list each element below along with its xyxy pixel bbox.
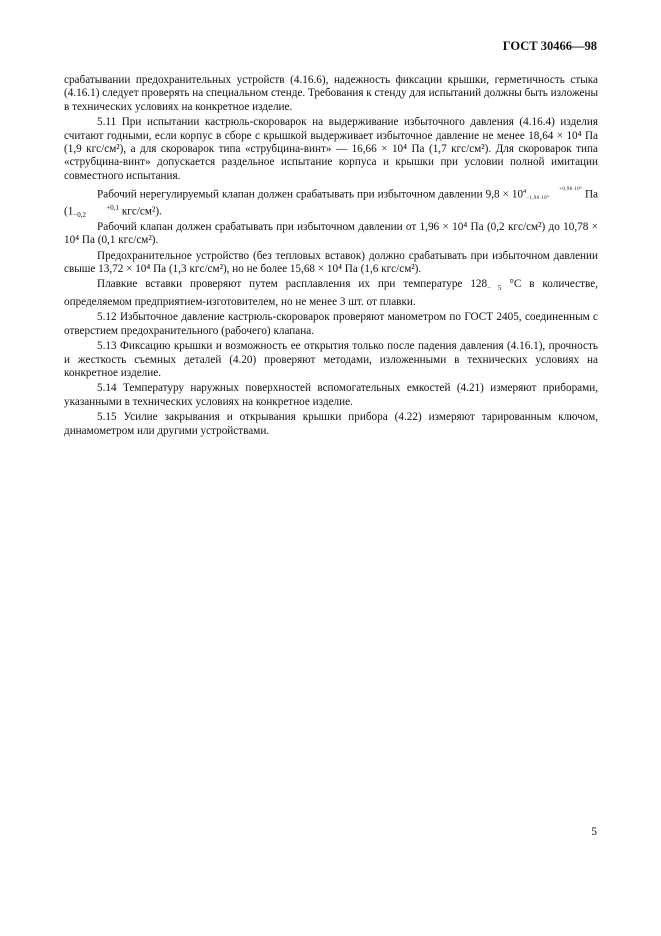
fusible-temp-tolerance: − 5 (487, 284, 502, 293)
working-valve-tolerance (526, 186, 582, 205)
standard-header: ГОСТ 30466—98 (502, 39, 597, 53)
working-valve-text: Рабочий нерегулируемый клапан должен срабатывать при избыточном давлении (97, 188, 483, 201)
paragraph-fusible-inserts (64, 278, 598, 309)
alt-lower: −0,2 (73, 210, 87, 219)
tolerance-lower: −1,96·10⁴ (526, 196, 549, 202)
paragraph-5-15: 5.15 Усилие закрывания и открывания крышки прибора (4.22) измеряют тарированным ключом, динамометром или другими устройствами. (64, 411, 598, 437)
tolerance-upper: +0,98·10⁴ (559, 187, 582, 193)
paragraph-safety-device: Предохранительное устройство (без тепловых вставок) должно срабатывать при избыточном давлении свыше 13,72 × 10⁴ Па (1,3 кгс/см²), но не более 15,68 × 10⁴ Па (1,6 кгс/см²). (64, 249, 598, 275)
document-body (64, 74, 598, 440)
fusible-text-after: °С в количестве, определяемом предприятием-изготовителем, но не менее 3 шт. от плавки. (64, 278, 599, 308)
page-number: 5 (591, 826, 597, 838)
fusible-text-before: Плавкие вставки проверяют путем расплавления их при температуре 128 (97, 278, 488, 291)
working-valve-exp: 4 (523, 188, 527, 196)
paragraph-5-11: 5.11 При испытании кастрюль-скороварок на выдерживание избыточного давления (4.16.4) изделия считают годными, если корпус в сборе с крышкой выдерживает избыточное давление не менее 18,64 × 10⁴ Па (1,9 кгс/см²), а для скороварок типа «струбцина-винт» — 16,66 × 10⁴ Па (1,7 кгс/см²). Для скороварок типа «струбцина-винт» допускается раздельное испытание корпуса и крышки при условии полной имитации совместного испытания. (64, 116, 598, 182)
paragraph-5-12: 5.12 Избыточное давление кастрюль-скороварок проверяют манометром по ГОСТ 2405, соединенным с отверстием предохранительного (рабочего) клапана. (64, 311, 598, 337)
paragraph-5-14: 5.14 Температуру наружных поверхностей вспомогательных емкостей (4.21) измеряют приборами, указанными в технических условиях на конкретное изделие. (64, 382, 598, 408)
paragraph-5-13: 5.13 Фиксацию крышки и возможность ее открытия только после падения давления (4.16.1), прочность и жесткость съемных деталей (4.20) проверяют методами, изложенными в технических условиях на конкретное изделие. (64, 340, 598, 380)
alt-upper: +0,1 (106, 203, 120, 212)
paragraph-working-valve (64, 185, 598, 218)
working-valve-unit: Па (1 (64, 188, 599, 218)
working-valve-alt-unit: кгс/см²). (121, 205, 162, 218)
working-valve-value: 9,8 × 10 (485, 188, 524, 201)
paragraph-continuation: срабатывании предохранительных устройств (4.16.6), надежность фиксации крышки, герметичность стыка (4.16.1) следует проверять на специальном стенде. Требования к стенду для испытаний должны быть изложены в технических условиях на конкретное изделие. (64, 74, 598, 113)
paragraph-working-valve-range: Рабочий клапан должен срабатывать при избыточном давлении от 1,96 × 10⁴ Па (0,2 кгс/см²) до 10,78 × 10⁴ Па (0,1 кгс/см²). (64, 220, 598, 247)
working-valve-alt-tolerance (73, 205, 119, 219)
